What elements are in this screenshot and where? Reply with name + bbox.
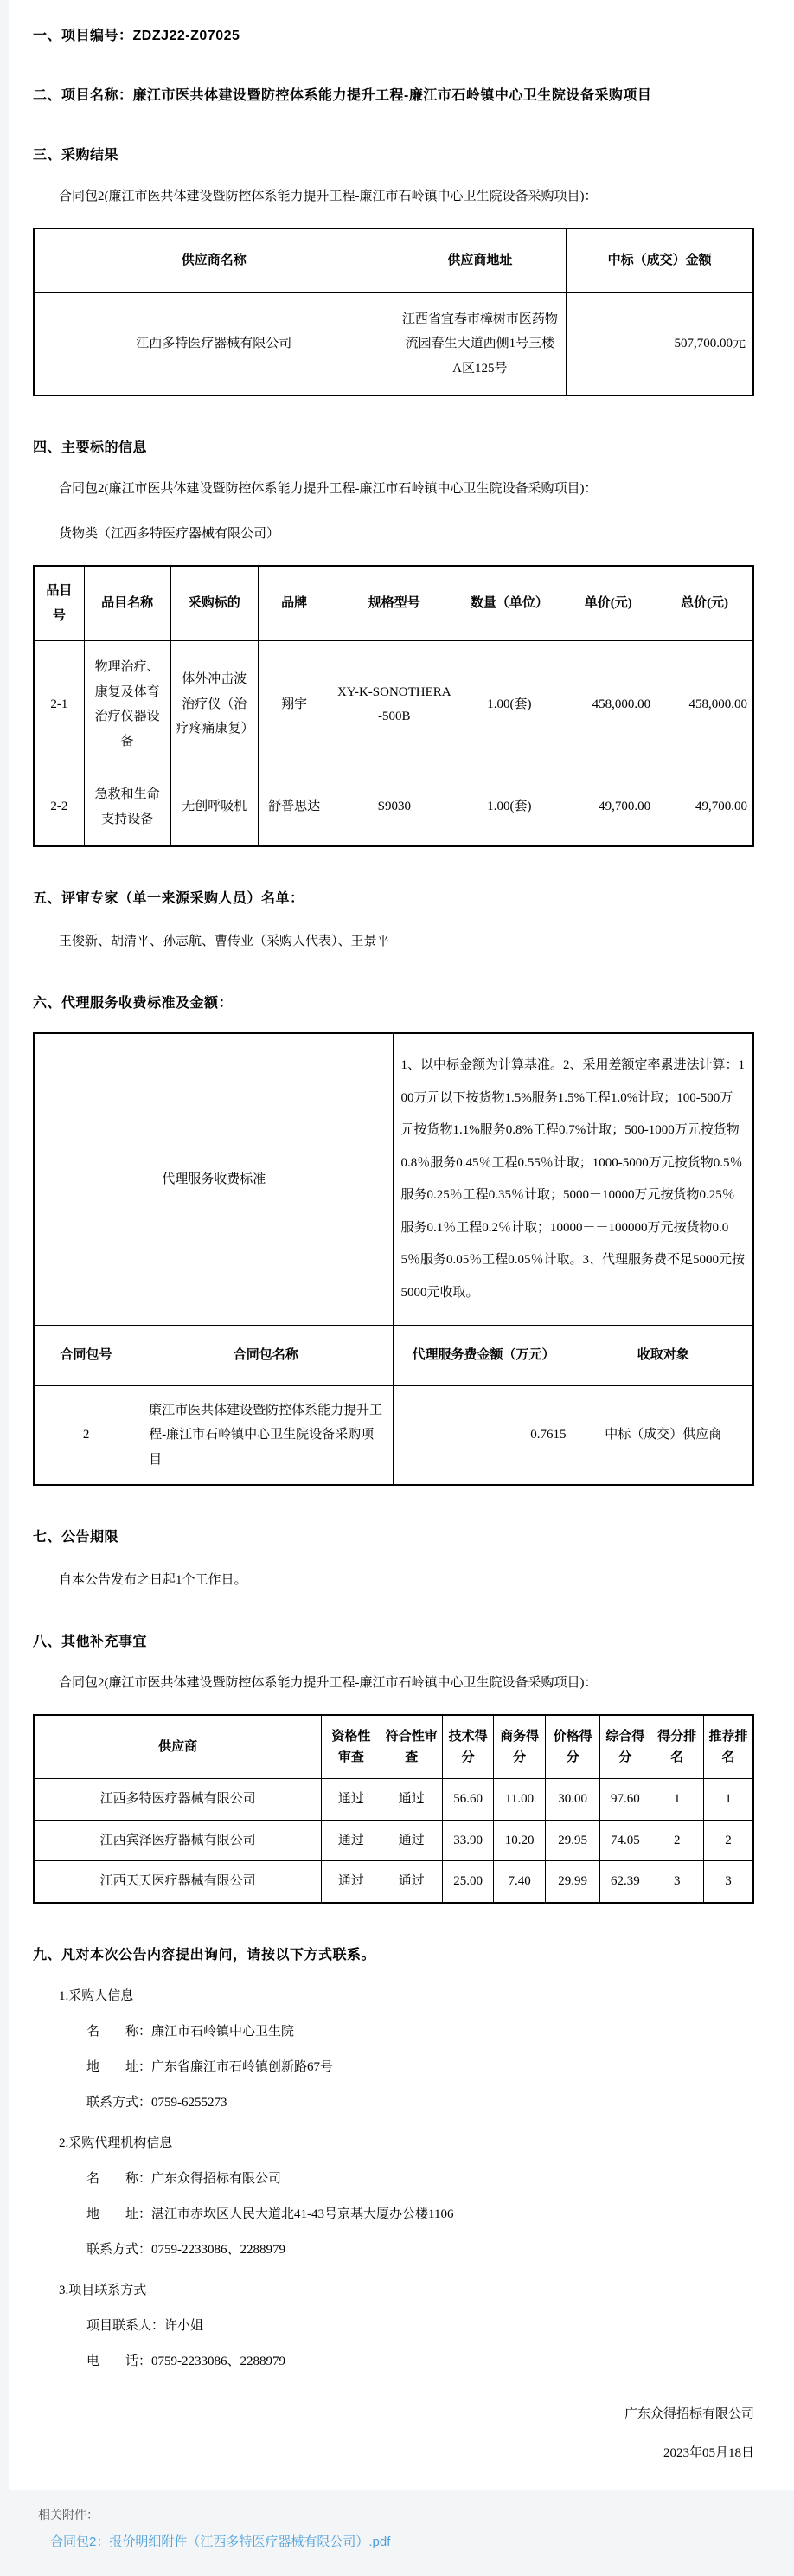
total-price-cell: 458,000.00 [656, 641, 753, 768]
technical-score-cell: 56.60 [443, 1779, 494, 1821]
project-contact-title: 3.项目联系方式 [59, 2283, 147, 2297]
total-price-cell: 49,700.00 [656, 768, 753, 847]
supplier-address-cell: 江西省宜春市樟树市医药物流园春生大道西侧1号三楼A区125号 [394, 292, 567, 395]
section-heading-agency-fee: 六、代理服务收费标准及金额： [33, 996, 234, 1011]
section-heading-subject-info: 四、主要标的信息 [33, 440, 148, 455]
section-heading-contact: 九、凡对本次公告内容提出询问，请按以下方式联系。 [33, 1947, 376, 1963]
column-header: 商务得分 [494, 1715, 546, 1779]
total-score-cell: 62.39 [600, 1861, 650, 1903]
package-name-cell: 廉江市医共体建设暨防控体系能力提升工程-廉江市石岭镇中心卫生院设备采购项目 [138, 1385, 394, 1485]
column-header: 数量（单位） [458, 566, 560, 641]
related-attachments-section [0, 2490, 794, 2576]
purchaser-phone-line: 联系方式：0759-6255273 [86, 2095, 227, 2110]
fee-amount-cell: 0.7615 [394, 1385, 573, 1485]
table-row [34, 1385, 753, 1485]
item-name-cell: 物理治疗、康复及体育治疗仪器设备 [84, 641, 170, 768]
section-heading-experts: 五、评审专家（单一来源采购人员）名单： [33, 891, 304, 906]
column-header: 合同包号 [34, 1326, 138, 1386]
compliance-review-cell: 通过 [381, 1861, 443, 1903]
fee-standard-row [34, 1033, 753, 1326]
model-cell: XY-K-SONOTHERA-500B [330, 641, 458, 768]
column-header: 中标（成交）金额 [567, 228, 753, 292]
agency-phone-line: 联系方式：0759-2233086、2288979 [86, 2242, 285, 2257]
score-rank-cell: 2 [650, 1820, 704, 1861]
column-header: 品目名称 [84, 566, 170, 641]
column-header: 推荐排名 [704, 1715, 753, 1779]
total-score-cell: 74.05 [600, 1820, 650, 1861]
purchaser-name-line: 名 称：廉江市石岭镇中心卫生院 [86, 2024, 295, 2039]
score-rank-cell: 1 [650, 1779, 704, 1821]
price-score-cell: 29.99 [546, 1861, 600, 1903]
agency-name-line: 名 称：广东众得招标有限公司 [86, 2171, 282, 2186]
table-row [34, 292, 753, 395]
announcement-period-text: 自本公告发布之日起1个工作日。 [59, 1573, 247, 1587]
column-header: 代理服务费金额（万元） [394, 1326, 573, 1386]
table-row [34, 1820, 753, 1861]
supplier-name-cell: 江西天天医疗器械有限公司 [34, 1861, 322, 1903]
model-cell: S9030 [330, 768, 458, 847]
price-score-cell: 30.00 [546, 1779, 600, 1821]
subject-items-table [33, 565, 754, 847]
agency-address-line: 地 址：湛江市赤坎区人民大道北41-43号京基大厦办公楼1106 [86, 2207, 454, 2221]
recommend-rank-cell: 1 [704, 1779, 753, 1821]
column-header: 供应商名称 [34, 228, 394, 292]
project-number-heading: 一、项目编号：ZDZJ22-Z07025 [33, 29, 240, 43]
supplier-name-cell: 江西多特医疗器械有限公司 [34, 292, 394, 395]
unit-price-cell: 49,700.00 [560, 768, 656, 847]
item-no-cell: 2-1 [34, 641, 84, 768]
column-header: 供应商 [34, 1715, 322, 1779]
column-header: 技术得分 [443, 1715, 494, 1779]
recommend-rank-cell: 2 [704, 1820, 753, 1861]
column-header: 单价(元) [560, 566, 656, 641]
section-heading-supplementary: 八、其他补充事宜 [33, 1635, 148, 1649]
brand-cell: 翔宇 [259, 641, 330, 768]
attachments-label: 相关附件： [38, 2507, 99, 2521]
project-name-heading: 二、项目名称：廉江市医共体建设暨防控体系能力提升工程-廉江市石岭镇中心卫生院设备采购项目 [33, 88, 652, 103]
table-header-row [34, 228, 753, 292]
quantity-cell: 1.00(套) [458, 641, 560, 768]
unit-price-cell: 458,000.00 [560, 641, 656, 768]
award-amount-cell: 507,700.00元 [567, 292, 753, 395]
table-header-row [34, 1715, 753, 1779]
technical-score-cell: 25.00 [443, 1861, 494, 1903]
column-header: 资格性审查 [322, 1715, 381, 1779]
business-score-cell: 7.40 [494, 1861, 546, 1903]
column-header: 收取对象 [573, 1326, 753, 1386]
compliance-review-cell: 通过 [381, 1779, 443, 1821]
recommend-rank-cell: 3 [704, 1861, 753, 1903]
agency-fee-table [33, 1032, 754, 1486]
project-contact-phone-line: 电 话：0759-2233086、2288979 [86, 2354, 285, 2368]
brand-cell: 舒普思达 [259, 768, 330, 847]
technical-score-cell: 33.90 [443, 1820, 494, 1861]
column-header: 价格得分 [546, 1715, 600, 1779]
fee-standard-label-cell: 代理服务收费标准 [34, 1033, 394, 1326]
qualification-review-cell: 通过 [322, 1861, 381, 1903]
table-header-row [34, 1326, 753, 1386]
package-no-cell: 2 [34, 1385, 138, 1485]
signer-company: 广东众得招标有限公司 [624, 2406, 754, 2421]
table-row [34, 1861, 753, 1903]
fee-payer-cell: 中标（成交）供应商 [573, 1385, 753, 1485]
procurement-result-table [33, 228, 754, 396]
goods-category-line: 货物类（江西多特医疗器械有限公司） [59, 527, 280, 541]
contract-package-intro: 合同包2(廉江市医共体建设暨防控体系能力提升工程-廉江市石岭镇中心卫生院设备采购项目)： [59, 1676, 598, 1690]
experts-list: 王俊新、胡清平、孙志航、曹传业（采购人代表）、王景平 [59, 935, 390, 948]
table-row [34, 1779, 753, 1821]
agency-info-title: 2.采购代理机构信息 [59, 2136, 173, 2150]
supplier-name-cell: 江西宾泽医疗器械有限公司 [34, 1820, 322, 1861]
item-no-cell: 2-2 [34, 768, 84, 847]
column-header: 品牌 [259, 566, 330, 641]
column-header: 合同包名称 [138, 1326, 394, 1386]
quantity-cell: 1.00(套) [458, 768, 560, 847]
supplier-name-cell: 江西多特医疗器械有限公司 [34, 1779, 322, 1821]
contract-package-intro: 合同包2(廉江市医共体建设暨防控体系能力提升工程-廉江市石岭镇中心卫生院设备采购项目)： [59, 482, 598, 496]
project-contact-person-line: 项目联系人：许小姐 [86, 2318, 204, 2333]
column-header: 综合得分 [600, 1715, 650, 1779]
score-rank-cell: 3 [650, 1861, 704, 1903]
table-row [34, 768, 753, 847]
table-row [34, 641, 753, 768]
price-score-cell: 29.95 [546, 1820, 600, 1861]
business-score-cell: 10.20 [494, 1820, 546, 1861]
compliance-review-cell: 通过 [381, 1820, 443, 1861]
attachment-pdf-link[interactable]: 合同包2：报价明细附件（江西多特医疗器械有限公司）.pdf [50, 2534, 391, 2549]
purchaser-address-line: 地 址：广东省廉江市石岭镇创新路67号 [86, 2059, 334, 2074]
column-header: 得分排名 [650, 1715, 704, 1779]
column-header: 采购标的 [170, 566, 259, 641]
publish-date: 2023年05月18日 [663, 2445, 754, 2460]
section-heading-procurement-result: 三、采购结果 [33, 148, 119, 163]
procurement-target-cell: 体外冲击波治疗仪（治疗疼痛康复） [170, 641, 259, 768]
column-header: 符合性审查 [381, 1715, 443, 1779]
item-name-cell: 急救和生命支持设备 [84, 768, 170, 847]
announcement-document [9, 0, 794, 2490]
table-header-row [34, 566, 753, 641]
fee-standard-text-cell: 1、以中标金额为计算基准。2、采用差额定率累进法计算：100万元以下按货物1.5%服务1.5%工程1.0%计取；100-500万元按货物1.1%服务0.8%工程0.7%计取；500-1000万元按货物0.8％服务0.45％工程0.55％计取；1000-5000万元按货物0.5％服务0.25％工程0.35％计取；5000－10000万元按货物0.25％服务0.1％工程0.2％计取；10000－－100000万元按货物0.05％服务0.05％工程0.05％计取。3、代理服务费不足5000元按5000元收取。 [394, 1033, 753, 1326]
qualification-review-cell: 通过 [322, 1779, 381, 1821]
procurement-target-cell: 无创呼吸机 [170, 768, 259, 847]
section-heading-announcement-period: 七、公告期限 [33, 1530, 119, 1545]
qualification-review-cell: 通过 [322, 1820, 381, 1861]
business-score-cell: 11.00 [494, 1779, 546, 1821]
total-score-cell: 97.60 [600, 1779, 650, 1821]
column-header: 供应商地址 [394, 228, 567, 292]
purchaser-info-title: 1.采购人信息 [59, 1988, 134, 2003]
column-header: 品目号 [34, 566, 84, 641]
column-header: 总价(元) [656, 566, 753, 641]
score-table [33, 1714, 754, 1904]
contract-package-intro: 合同包2(廉江市医共体建设暨防控体系能力提升工程-廉江市石岭镇中心卫生院设备采购项目)： [59, 190, 598, 203]
column-header: 规格型号 [330, 566, 458, 641]
